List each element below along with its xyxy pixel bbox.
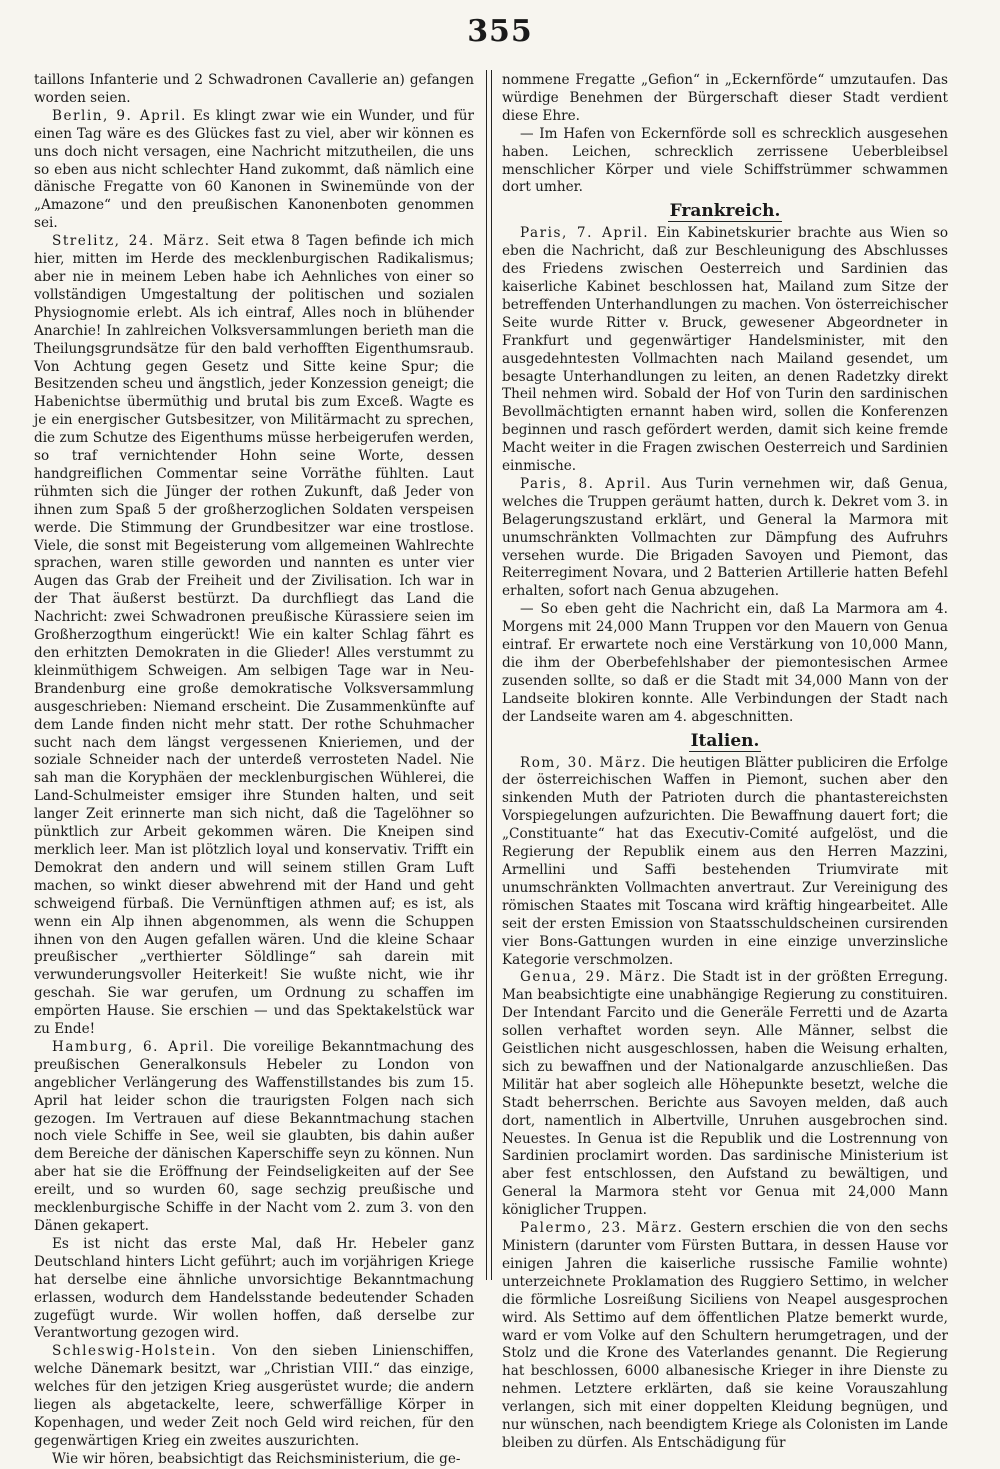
article-paragraph [502, 476, 948, 601]
article-paragraph [502, 755, 948, 970]
dateline: Berlin, 9. April. [52, 107, 187, 124]
article-paragraph [34, 1343, 474, 1450]
section-heading-italy: Italien. [690, 730, 760, 751]
article-text: taillons Infanterie und 2 Schwadronen Cavallerie an) gefangen worden seien. [34, 72, 474, 106]
article-paragraph [34, 1039, 474, 1236]
article-text: Es klingt zwar wie ein Wunder, und für einen Tag wäre es des Glückes fast zu viel, aber wir können es uns doch nicht versagen, eine Nachricht mitzutheilen, die uns so eben aus nicht schlechter Hand zukommt, daß nämlich eine dänische Fregatte von 60 Kanonen in Swinemünde von der „Amazone“ und den preußischen Kanonenboten genommen sei. [34, 107, 474, 232]
article-paragraph [502, 225, 948, 476]
article-paragraph [502, 969, 948, 1220]
article-text: Wie wir hören, beabsichtigt das Reichsministerium, die ge- [52, 1450, 461, 1467]
right-column [502, 72, 948, 1451]
article-text: Aus Turin vernehmen wir, daß Genua, welches die Truppen geräumt hatten, durch k. Dekret vom 3. in Belagerungszustand erklärt, und General la Marmora mit unumschränkten Vollmachten zur Dämpfung des Aufruhrs versehen wurde. Die Brigaden Savoyen und Piemont, das Reiterregiment Novara, und 2 Batterien Artillerie hatten Befehl erhalten, sofort nach Genua abzugehen. [502, 475, 948, 600]
left-column [34, 72, 474, 1467]
article-text: Die heutigen Blätter publiciren die Erfolge der österreichischen Waffen in Piemont, suchen aber den sinkenden Muth der Patrioten durch die phantastereichsten Vorspiegelungen aufzurichten. Die Bewaffnung dauert fort; die „Constituante“ hat das Executiv-Comité aufgelöst, und die Regierung der Republik einem aus den Herren Mazzini, Armellini und Saffi bestehenden Triumvirate mit unumschränkten Vollmachten anvertraut. Zur Vereinigung des römischen Staates mit Toscana wird kräftig hingearbeitet. Alle seit der ersten Emission von Staatsschuldscheinen cursirenden vier Bons-Gattungen wurden in eine einzige unverzinsliche Kategorie verschmolzen. [502, 754, 948, 968]
dateline: Hamburg, 6. April. [52, 1038, 216, 1055]
article-text: — Im Hafen von Eckernförde soll es schrecklich ausgesehen haben. Leichen, schrecklich zerrissene Ueberbleibsel menschlicher Körper und viele Schiffstrümmer schwammen dort umher. [502, 125, 948, 196]
dateline: Genua, 29. März. [520, 969, 667, 986]
article-text: Von den sieben Linienschiffen, welche Dänemark besitzt, war „Christian VIII.“ das einzige, welches für den jetzigen Krieg ausgerüstet wurde; die andern liegen als abgetackelte, leere, schwerfällige Körper in Kopenhagen, und weder Zeit noch Geld wird reichen, für den gegenwärtigen Krieg ein zweites auszurichten. [34, 1343, 474, 1449]
article-text: Gestern erschien die von den sechs Ministern (darunter vom Fürsten Buttara, in dessen Hause vor einigen Jahren die kaiserliche russische Familie wohnte) unterzeichnete Proklamation des Ruggiero Settimo, in welcher die förmliche Losreißung Siciliens von Neapel ausgesprochen wird. Als Settimo auf dem öffentlichen Platze bemerkt wurde, ward er vom Volke auf den Schultern herumgetragen, und der Stolz und die Krone des Vaterlandes genannt. Die Regierung hat beschlossen, 6000 albanesische Krieger in ihre Dienste zu nehmen. Letztere erklärten, daß sie keine Vorauszahlung verlangen, sich mit einer doppelten Kleidung begnügen, und nur wünschen, nach beendigtem Kriege als Colonisten im Lande bleiben zu dürfen. Als Entschädigung für [502, 1220, 948, 1451]
article-text: — So eben geht die Nachricht ein, daß La Marmora am 4. Morgens mit 24,000 Mann Truppen vor den Mauern von Genua eintraf. Er erwartete noch eine Verstärkung von 10,000 Mann, die ihm der Oberbefehlshaber der piemontesischen Armee zusenden sollte, so daß er die Stadt mit 34,000 Mann von der Landseite blokiren konnte. Alle Verbindungen der Stadt nach der Landseite waren am 4. abgeschnitten. [502, 601, 948, 725]
dateline: Schleswig-Holstein. [52, 1343, 218, 1360]
article-text: Die Stadt ist in der größten Erregung. Man beabsichtigte eine unabhängige Regierung zu constituiren. Der Intendant Farcito und die Generäle Ferretti und de Azarta sollen verhaftet worden seyn. Alle Männer, selbst die Geistlichen nicht ausgeschlossen, haben die Weisung erhalten, sich zu bewaffnen und der Nationalgarde anzuschließen. Das Militär hat aber sogleich alle Höhepunkte besetzt, welche die Stadt beherrschen. Berichte aus Savoyen melden, daß auch dort, namentlich in Albertville, Unruhen ausgebrochen sind. Neuestes. In Genua ist die Republik und die Lostrennung von Sardinien proclamirt worden. Das sardinische Ministerium ist aber fest entschlossen, den Aufstand zu bewältigen, und General la Marmora steht vor Genua mit 24,000 Mann königlicher Truppen. [502, 969, 948, 1219]
article-paragraph [502, 72, 948, 126]
article-paragraph [502, 1220, 948, 1453]
article-paragraph [34, 1451, 474, 1469]
article-paragraph [34, 72, 474, 108]
article-paragraph [34, 233, 474, 1039]
article-text: Es ist nicht das erste Mal, daß Hr. Hebeler ganz Deutschland hinters Licht geführt; auch im vorjährigen Kriege hat derselbe eine ähnliche unvorsichtige Bekanntmachung erlassen, wodurch dem Handelsstande bedeutender Schaden zugefügt wurde. Wir wollen hoffen, daß derselbe zur Verantwortung gezogen wird. [34, 1235, 474, 1342]
dateline: Palermo, 23. März. [520, 1220, 684, 1237]
article-paragraph [34, 108, 474, 233]
page-number: 355 [467, 14, 533, 49]
article-text: Seit etwa 8 Tagen befinde ich mich hier, mitten im Herde des mecklenburgischen Radikalismus; aber nie in meinem Leben habe ich Aehnliches von einer so vollständigen Umgestaltung der politischen und sozialen Physiognomie erlebt. Als ich eintraf, Alles noch in blühender Anarchie! In zahlreichen Volksversammlungen berieth man die Theilungsgrundsätze für den bald verhofften Eigenthumsraub. Von Achtung gegen Gesetz und Sitte keine Spur; die Besitzenden scheu und ängstlich, jeder Konzession geneigt; die Habenichtse übermüthig und brutal bis zum Exceß. Wagte es je ein energischer Gutsbesitzer, von Militärmacht zu sprechen, die zum Schutze des Eigenthums müsse herbeigerufen werden, so traf vernichtender Hohn seine Worte, dessen handgreiflichen Commentar seine Vorräthe fühlten. Laut rühmten sich die Jünger der rothen Zukunft, daß Jeder von ihnen zum Spaß 5 der großherzoglichen Soldaten verspeisen werde. Die Stimmung der Grundbesitzer war eine trostlose. Viele, die sonst mit Begeisterung vom allgemeinen Wahlrechte sprachen, waren stille geworden und nannten es unter vier Augen das Grab der Freiheit und der Zivilisation. Ich war in der That äußerst bestürzt. Da durchfliegt das Land die Nachricht: zwei Schwadronen preußische Kürassiere seien im Großherzogthum eingerückt! Wie ein kalter Schlag fährt es den erhitzten Demokraten in die Glieder! Alles verstummt zu kleinmüthigem Schweigen. Am selbigen Tage war in Neu-Brandenburg eine große demokratische Volksversammlung ausgeschrieben: Niemand erscheint. Die Zusammenkünfte auf dem Lande finden nicht mehr statt. Der rothe Schuhmacher sucht nach dem längst vergessenen Knieriemen, und der soziale Schneider nach der unterdeß verrosteten Nadel. Nie sah man die Koryphäen der mecklenburgischen Wühlerei, die Land-Schulmeister emsiger ihre Stunden halten, und seit langer Zeit erinnerte man sich nicht, daß die Tagelöhner so pünktlich zur Arbeit gekommen wären. Die Kneipen sind merklich leer. Man ist plötzlich loyal und konservativ. Trifft ein Demokrat den andern und will seinem stillen Gram Luft machen, so winkt dieser abwehrend mit der Hand und geht schweigend fürbaß. Die Vernünftigen athmen auf; es ist, als wenn ein Alp ihnen abgenommen, als wenn die Schuppen ihnen von den Augen gefallen wären. Und die kleine Schaar preußischer „verthierter Söldlinge“ sah darein mit verwunderungsvoller Heiterkeit! Sie wußte nicht, wie ihr geschah. Sie war gerufen, um Ordnung zu schaffen im empörten Hause. Sie erschien — und das Spektakelstück war zu Ende! [34, 233, 474, 1038]
article-text: Die voreilige Bekanntmachung des preußischen Generalkonsuls Hebeler zu London von angeblicher Verlängerung des Waffenstillstandes bis zum 15. April hat leider schon die traurigsten Folgen nach sich gezogen. Im Vertrauen auf diese Bekanntmachung stachen noch viele Schiffe in See, weil sie glaubten, bis dahin außer dem Bereiche der dänischen Kaperschiffe seyn zu können. Nun aber hat sie die Eröffnung der Feindseligkeiten auf der See ereilt, und so wurden 60, sage sechzig preußische und mecklenburgische Schiffe in der Nacht vom 2. zum 3. von den Dänen gekapert. [34, 1038, 474, 1234]
section-heading-france: Frankreich. [669, 201, 781, 222]
dateline: Paris, 8. April. [520, 475, 653, 492]
article-paragraph [502, 126, 948, 198]
dateline: Strelitz, 24. März. [52, 233, 211, 250]
article-paragraph [502, 601, 948, 726]
article-paragraph [34, 1236, 474, 1343]
column-divider [486, 70, 492, 1280]
article-text: Ein Kabinetskurier brachte aus Wien so eben die Nachricht, daß zur Beschleunigung des Abschlusses des Friedens zwischen Oesterreich und Sardinien das kaiserliche Kabinet beschlossen hat, Mailand zum Sitze der betreffenden Unterhandlungen zu machen. Von österreichischer Seite wurde Ritter v. Bruck, gewesener Abgeordneter in Frankfurt und gegenwärtiger Handelsminister, mit den ausgedehntesten Vollmachten nach Mailand gesendet, um besagte Unterhandlungen zu leiten, an denen Radetzky direkt Theil nehmen wird. Sobald der Hof von Turin den sardinischen Bevollmächtigten ernannt haben wird, sollen die Konferenzen beginnen und rasch gefördert werden, damit sich keine fremde Macht weiter in die Fragen zwischen Oesterreich und Sardinien einmische. [502, 225, 948, 475]
article-text: nommene Fregatte „Gefion“ in „Eckernförde“ umzutaufen. Das würdige Benehmen der Bürgerschaft dieser Stadt verdient diese Ehre. [502, 72, 948, 124]
dateline: Rom, 30. März. [520, 754, 648, 771]
dateline: Paris, 7. April. [520, 225, 650, 242]
